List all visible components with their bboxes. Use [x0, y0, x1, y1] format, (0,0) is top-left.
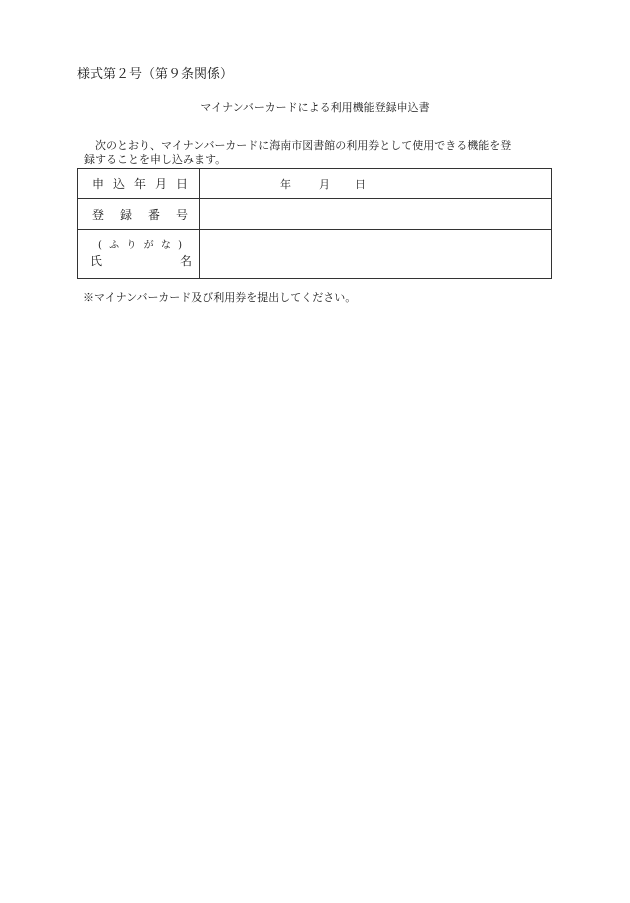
label-char: 年 [133, 177, 146, 191]
month-unit: 月 [319, 178, 330, 191]
form-number: 様式第２号（第９条関係） [77, 67, 234, 82]
label-char: 申 [92, 177, 105, 191]
label-char: 月 [154, 177, 167, 191]
intro-paragraph [84, 139, 554, 167]
registration-number-field[interactable] [200, 199, 552, 230]
furigana-char: ( [98, 240, 102, 251]
registration-number-row [78, 199, 552, 230]
form-title: マイナンバーカードによる利用機能登録申込書 [200, 101, 430, 114]
application-date-label [78, 169, 200, 199]
year-unit: 年 [280, 178, 291, 191]
registration-table [77, 168, 552, 279]
name-field[interactable] [200, 230, 552, 279]
label-char: 名 [179, 254, 192, 268]
application-date-field[interactable] [200, 169, 552, 199]
label-char: 録 [119, 207, 132, 222]
label-char: 日 [175, 177, 188, 191]
label-char: 込 [112, 177, 125, 191]
name-label-cell [78, 230, 200, 279]
name-label [90, 254, 192, 269]
name-row [78, 230, 552, 279]
furigana-char: が [143, 240, 154, 251]
label-char: 番 [147, 207, 160, 222]
intro-line-2: 録することを申し込みます。 [84, 153, 227, 166]
furigana-char: ) [178, 240, 182, 251]
intro-line-1: 次のとおり、マイナンバーカードに海南市図書館の利用券として使用できる機能を登 [95, 139, 512, 152]
label-char: 氏 [90, 254, 103, 268]
furigana-char: な [160, 240, 171, 251]
furigana-char: ふ [109, 240, 120, 251]
furigana-label [98, 239, 182, 252]
day-unit: 日 [355, 178, 366, 191]
label-char: 号 [175, 207, 188, 222]
registration-number-label [78, 199, 200, 230]
label-char: 登 [92, 207, 105, 222]
furigana-char: り [126, 240, 137, 251]
submission-note: ※マイナンバーカード及び利用券を提出してください。 [83, 291, 357, 304]
application-date-row [78, 169, 552, 199]
